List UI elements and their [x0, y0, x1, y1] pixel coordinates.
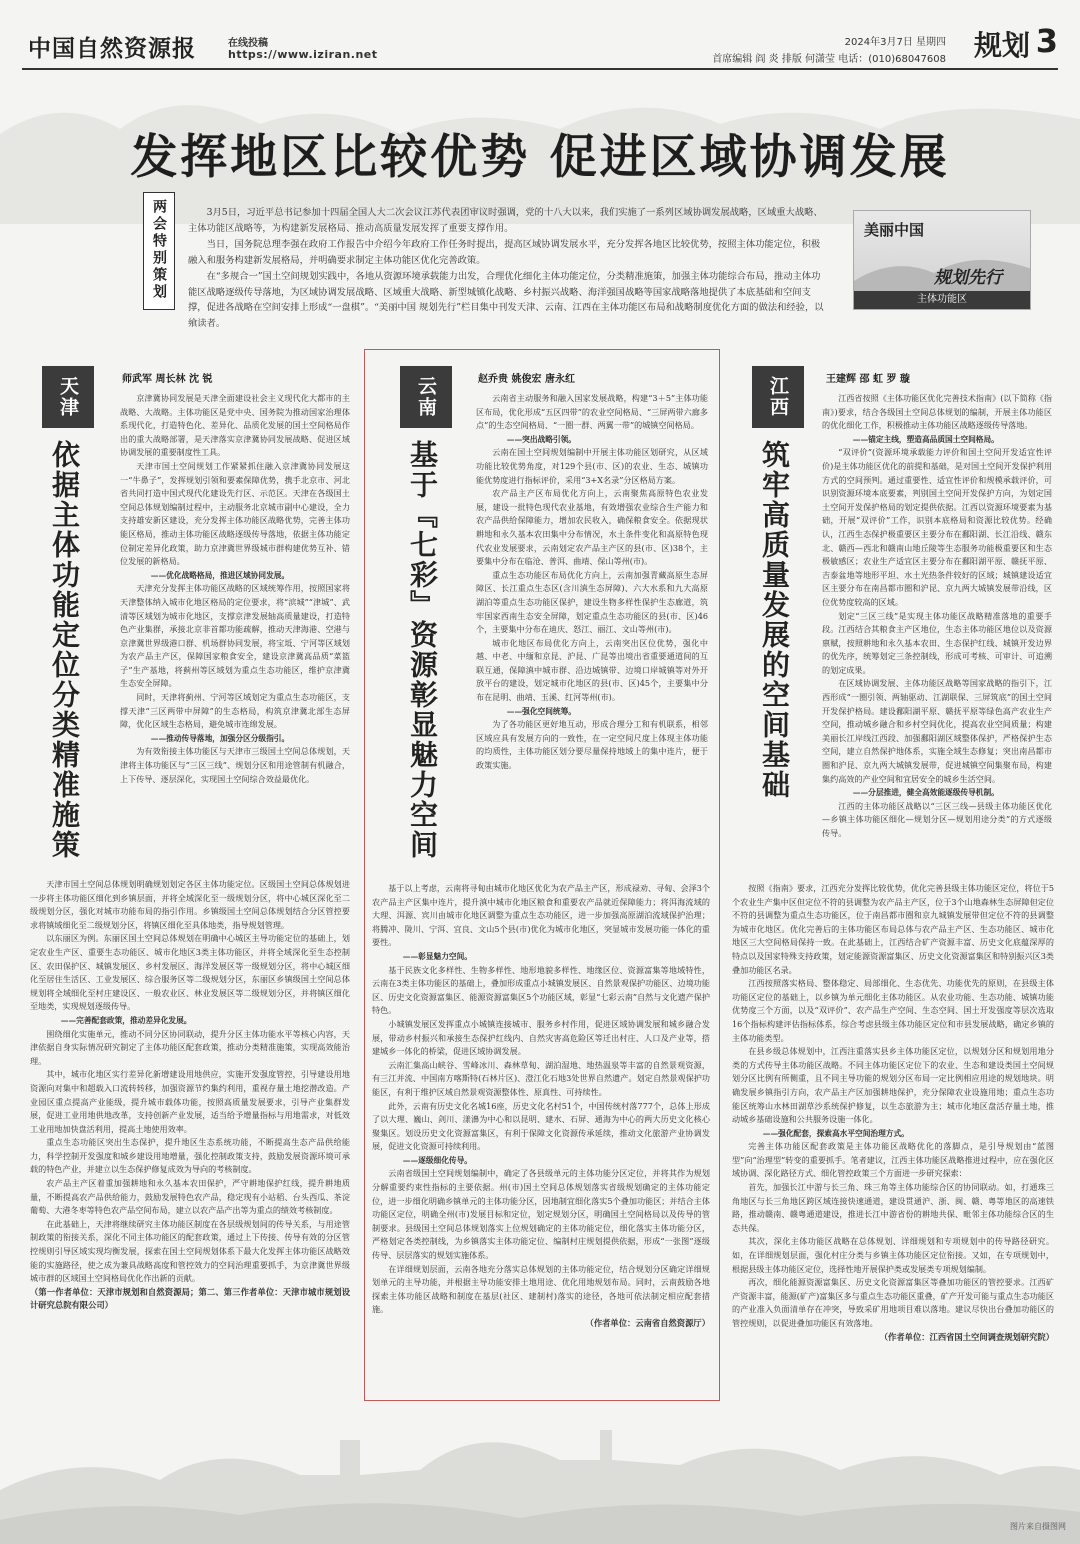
article-paragraph: 农产品主产区着重加强耕地和永久基本农田保护，严守耕地保护红线，提升耕地质量，不断提高农产品供给能力，鼓励发展特色农产品，稳定现有小站稻、台头西瓜、茶淀葡萄、大港冬枣等特色农产品空间布局，建立以农产品产出等为重点的绩效考核制度。 — [30, 1178, 350, 1216]
newspaper-logo[interactable]: 中国自然资源报 — [28, 35, 196, 62]
article-paragraph: 天津市国土空间规划工作紧紧抓住融入京津冀协同发展这一“牛鼻子”，发挥规划引领和要素保障优势，携手北京市、河北省共同打造中国式现代化建设先行区、示范区。天津在各级国土空间总体规划编制过程中，主动服务北京城市副中心建设，全力支持雄安新区建设，充分发挥主体功能区战略优势，完善主体功能区格局，推动主体功能区战略逐级传导落地，依据主体功能定位制定差异化政策，助力京津冀世界级城市群构建优势互补、错位发展的新格局。 — [120, 460, 350, 567]
jiangxi-authors: 王建辉 邵 虹 罗 璇 — [826, 374, 910, 385]
article-subheading: ——逐级细化传导。 — [402, 1155, 472, 1165]
article-subheading: ——推动传导落地，加强分区分级指引。 — [150, 733, 290, 743]
article-paragraph: 京津冀协同发展是天津全面建设社会主义现代化大都市的主战略、大战略。主体功能区是党中央、国务院为推动国家治理体系现代化，打造特色化、差异化、品质化发展的国土空间格局作出的重大战略部署，是天津落实京津冀协同发展战略、促进区域协调发展的重要制度性工具。 — [120, 393, 350, 458]
article-paragraph: 云南省级国土空间规划编制中，确定了各县级单元的主体功能分区定位，并将其作为规划分解重要约束性指标的主要依据。州(市)国土空间总体规划落实省级规划确定的主体功能定位，进一步细化明确乡镇单元的主体功能分区，因地制宜细化落实5个叠加功能区；并结合主体功能区定位，明确全州(市)发展目标和定位，划定规划分区，明确国土空间格局以及传导的管制要求。县级国土空间总体规划落实上位规划确定的主体功能定位，细化落实主体功能分区，严格划定各类控制线，为乡镇落实主体功能定位、编制村庄规划提供依据，形成“一张图”逐级传导、层层落实的规划实施体系。 — [372, 1168, 710, 1261]
article-subheading: ——分层推进，健全高效能逐级传导机制。 — [852, 788, 999, 798]
region-tag-tianjin: 天津 — [42, 366, 94, 428]
article-subheading: ——强化配套，探索高水平空间治理方式。 — [762, 1128, 909, 1138]
tianjin-title: 依据主体功能定位分类精准施策 — [48, 440, 81, 860]
intro-text — [188, 205, 824, 332]
jiangxi-article-top — [822, 392, 1052, 878]
section-name: 规划 — [973, 29, 1030, 62]
article-paragraph: 再次，细化能源资源富集区、历史文化资源富集区等叠加功能区的管控要求。江西矿产资源丰富，能源(矿产)富集区多与重点生态功能区重叠，矿产开发可能与重点生态功能区的产业准入负面清单存在冲突，导致采矿用地项目难以落地。建议尽快出台叠加功能区的管控规则，以促进叠加功能区有效落地。 — [732, 1277, 1054, 1328]
article-paragraph: 此外，云南有历史文化名城16座，历史文化名村51个，中国传统村落777个，总体上形成了以大理、巍山、剑川、漾濞为中心和以昆明、建水、石屏、通海为中心的两大历史文化核心聚集区。划设历史文化资源富集区，有利于保障文化资源传承延续，推动文化旅游产业协调发展，促进文化资源可持续利用。 — [372, 1100, 710, 1152]
yunnan-title: 基于『七彩』资源彰显魅力空间 — [406, 440, 439, 860]
article-paragraph: 重点生态功能区突出生态保护，提升地区生态系统功能，不断提高生态产品供给能力，科学控制开发强度和城乡建设用地增量，强化控制政策支持，鼓励发展资源环境可承载的特色产业，并建立以生态保护修复成效为导向的考核制度。 — [30, 1137, 350, 1175]
tianjin-byline: （第一作者单位：天津市规划和自然资源局；第二、第三作者单位：天津市城市规划设计研究总院有限公司） — [30, 1286, 350, 1311]
intro-paragraph: 当日，国务院总理李强在政府工作报告中介绍今年政府工作任务时提出，提高区域协调发展水平，充分发挥各地区比较优势，按照主体功能定位，积极融入和服务构建新发展格局，并明确要求制定主体功能区优化完善政策。 — [188, 238, 821, 266]
article-paragraph: 天津市国土空间总体规划明确规划划定各区主体功能定位。区级国土空间总体规划进一步将主体功能区细化到乡镇层面，并将全域深化至一级规划分区，将中心城区深化至二级规划分区，强化对城市功能布局的指引作用。乡镇级国土空间总体规划结合分区管控要求将镇域细化至二级规划分区，将镇区细化至具体地类，指导规划管理。 — [30, 879, 350, 930]
article-paragraph: 其次，深化主体功能区战略在总体规划、详细规划和专项规划中的传导路径研究。如，在详细规划层面，强化村庄分类与乡镇主体功能区定位衔接。又如，在专项规划中，根据县级主体功能区定位，选择性地开展保护类或发展类专项规划编制。 — [732, 1236, 1054, 1274]
masthead — [22, 22, 1058, 70]
special-feature-tag — [143, 192, 175, 310]
article-paragraph: 为有效衔接主体功能区与天津市三级国土空间总体规划，天津将主体功能区与“三区三线”、规划分区和用途管制有机融合，上下传导、逐层深化，实现国土空间综合效益最优化。 — [120, 746, 350, 784]
article-paragraph: 以东丽区为例。东丽区国土空间总体规划在明确中心城区主导功能定位的基础上，划定农业生产区、重要生态功能区、城市化地区3类主体功能区，并将全域深化至生态控制区、农田保护区、城镇发展区、乡村发展区、海洋发展区等一级规划分区，将中心城区细化至居住生活区、工业发展区、综合服务区等二级规划分区，东丽区乡镇级国土空间总体规划将全域细化至村庄建设区、一般农业区、林业发展区等二级规划分区，并将镇区细化至地类，实现规划逐级传导。 — [30, 933, 350, 1012]
column-logo-caption: 主体功能区 — [854, 291, 1030, 309]
article-subheading: ——锚定主线，塑造高品质国土空间格局。 — [852, 434, 999, 444]
yunnan-authors: 赵乔贵 姚俊宏 唐永红 — [478, 374, 575, 385]
jiangxi-article-bottom — [732, 882, 1054, 1394]
article-subheading: ——完善配套政策，推动差异化发展。 — [60, 1015, 192, 1025]
article-paragraph: 按照《指南》要求，江西充分发挥比较优势，优化完善县级主体功能区定位，将位于5个农业生产集中区但定位不符的县调整为农产品主产区，位于3个山地森林生态屏障但定位不符的县调整为重点生态功能区，位于南昌都市圈和京九城镇发展带但定位不符的县调整为城市化地区。优化完善后的主体功能区布局总体与农产品主产区、生态功能区、城市化地区三大空间格局保持一致。在此基础上，江西结合矿产资源丰富、历史文化底蕴深厚的特点以及国家特殊支持政策，划定能源资源富集区、历史文化资源富集区和特别振兴区3类叠加功能区名录。 — [732, 883, 1054, 975]
article-paragraph: 城市化地区布局优化方向上，云南突出区位优势，强化中越、中老、中缅和京昆、沪昆、广昆等出境出省重要通道间的互联互通，保障滇中城市群、沿边城镇带、边境口岸城镇等对外开放平台的建设，划定城市化地区的县(市、区)45个，主要集中分布在昆明、曲靖、玉溪、红河等州(市)。 — [476, 637, 708, 703]
page-number: 3 — [1035, 22, 1058, 60]
region-tag-yunnan: 云南 — [400, 366, 452, 428]
page-headline: 发挥地区比较优势 促进区域协调发展 — [130, 130, 950, 185]
column-logo-subtitle: 规划先行 — [934, 268, 1002, 288]
yunnan-article-top — [476, 392, 708, 878]
article-paragraph: 云南在国土空间规划编制中开展主体功能区划研究，从区域功能比较优势角度，对129个县(市、区)的农业、生态、城镇功能优势度进行指标评价，采用“3+X名录”分区格局方案。 — [476, 447, 708, 485]
article-paragraph: 同时，天津将蓟州、宁河等区域划定为重点生态功能区，支撑天津“三区两带中屏障”的生态格局，构筑京津冀北部生态屏障，优化区域生态格局，避免城市连绵发展。 — [120, 692, 350, 730]
image-credit: 图片来自摄图网 — [1010, 1522, 1066, 1531]
article-paragraph: 农产品主产区布局优化方向上，云南聚焦高原特色农业发展，建设一批特色现代农业基地，有效增强农业综合生产能力和农产品供给保障能力，增加农民收入，确保粮食安全。依据现状耕地和永久基本农田集中分布情况，水土条件变化和高原特色现代农业发展要求，云南划定农产品主产区的县(市、区)38个，主要集中分布在临沧、普洱、曲靖、保山等州(市)。 — [476, 488, 708, 567]
issue-date: 2024年3月7日 星期四 — [844, 37, 946, 48]
article-paragraph: 为了各功能区更好地互动，形成合理分工和有机联系，相邻区域应具有发展方向的一致性，在一定空间尺度上体现主体功能的均质性，主体功能区划分要尽量保持地域上的集中连片，便于政策实施。 — [476, 719, 708, 771]
article-paragraph: 首先，加强长江中游与长三角、珠三角等主体功能综合区的协同联动。如，打通珠三角地区与长三角地区跨区域连接快速通道，建设贯通沪、浙、闽、赣、粤等地区的高速铁路，推动赣南、赣粤通道建设，推进长江中游省份的耕地共保、毗邻主体功能综合区的生态共保。 — [732, 1182, 1054, 1233]
yunnan-byline: （作者单位：云南省自然资源厅） — [585, 1318, 710, 1328]
article-paragraph: 江西按照落实格局、整体稳定、局部细化、生态优先、功能优先的原则，在县级主体功能区定位的基础上，以乡镇为单元细化主体功能区。从农业功能、生态功能、城镇功能优势度三个方面，以及“双评价”、农产品生产空间、生态空间、国土开发强度等层次选取16个指标构建评估指标体系，综合考虑县级主体功能区定位和市县发展战略，确定乡镇的主体功能类型。 — [732, 978, 1054, 1043]
special-feature-label: 两会特别策划 — [151, 199, 167, 301]
editorial-staff: 首席编辑 阎 炎 排版 何潇莹 电话：(010)68047608 — [712, 54, 946, 65]
article-paragraph: 其中，城市化地区实行差异化新增建设用地供应，实施开发强度管控，引导建设用地资源向对集中和超载入口流转转移，加强资源节约集约利用，重视存量土地挖潜改造。产业园区重点提高产业能级，提升城市载体功能，按照高质量发展要求，引导产业集群发展，促进工业用地供地改革，支持创新产业发展，适当给予增量指标与用地需求，对低效工业用地加快盘活利用，提高土地使用效率。 — [30, 1069, 350, 1134]
submission-url[interactable]: https://www.iziran.net — [228, 48, 378, 61]
article-paragraph: 基于民族文化多样性、生物多样性、地形地貌多样性、地缘区位、资源富集等地域特性，云南在3类主体功能区的基础上，叠加形成重点小城镇发展区、自然景观保护功能区、边境功能区、历史文化资源富集区、能源资源富集区5个功能区域，彰显“七彩云南”自然与文化遗产保护特色。 — [372, 964, 710, 1016]
article-paragraph: 基于以上考虑，云南将寻甸由城市化地区优化为农产品主产区，形成禄劝、寻甸、会泽3个农产品主产区集中连片，提升滇中城市化地区粮食和重要农产品就近保障能力；将洱海流域的大理、洱源、宾川由城市化地区调整为重点生态功能区，进一步加强高原湖泊流域保护治理；将腾冲、陇川、宁洱、宜良、文山5个县(市)优化为城市化地区，突显城市发展功能一体化的重要性。 — [372, 883, 710, 948]
tianjin-article-top — [120, 392, 350, 874]
region-tag-jiangxi: 江西 — [752, 366, 804, 428]
article-paragraph: 在详细规划层面，云南各地充分落实总体规划的主体功能定位，结合规划分区确定详细规划单元的主导功能，并根据主导功能安排土地用途、优化用地规划布局。同时，云南鼓励各地探索主体功能区战略和制度在基层(社区、建制村)落实的途径，各地可依法制定相应配套措施。 — [372, 1263, 710, 1315]
article-paragraph: 云南汇集高山峡谷、雪峰冰川、森林草甸、湖泊湿地、地热温泉等丰富的自然景观资源，有三江并流、中国南方喀斯特(石林片区)、澄江化石地3处世界自然遗产。划定自然景观保护功能区，有利于维护区域自然景观资源整体性、原真性、可持续性。 — [372, 1059, 710, 1097]
article-paragraph: 云南省主动服务和融入国家发展战略，构建“3＋5”主体功能区布局，优化形成“五区四带”的农业空间格局、“三屏两带六廊多点”的生态空间格局、“一圈一群、两翼一带”的城镇空间格局。 — [476, 393, 708, 431]
article-paragraph: 在此基础上，天津将继续研究主体功能区制度在各层级规划间的传导关系，与用途管制政策的衔接关系，深化不同主体功能区的配套政策，通过上下传接、传导有效的分区管控规则引导区域实现均衡发展，探索在国土空间规划体系下最大化发挥主体功能区战略效能的实施路径，使之成为兼具战略高度和管控效力的空间治理重要抓手，为京津冀世界级城市群的区域国土空间格局优化作出新的贡献。 — [30, 1218, 350, 1284]
column-logo — [853, 210, 1031, 310]
article-subheading: ——强化空间统筹。 — [506, 706, 576, 716]
yunnan-article-bottom — [372, 882, 710, 1394]
intro-paragraph: 3月5日，习近平总书记参加十四届全国人大二次会议江苏代表团审议时强调，党的十八大以来，我们实施了一系列区域协调发展战略，区域重大战略、主体功能区战略等，为构建新发展格局、推动高质量发展发挥了重要支撑作用。 — [188, 207, 823, 234]
article-paragraph: 江西省按照《主体功能区优化完善技术指南》(以下简称《指南》)要求，结合各级国土空间总体规划的编制，开展主体功能区的优化细化工作，积极推动主体功能区战略逐级传导落地。 — [822, 393, 1052, 431]
article-paragraph: 在区域协调发展、主体功能区战略等国家战略的指引下，江西形成“一圈引领、两轴驱动、江湖联保、三屏筑底”的国土空间开发保护格局。建设鄱阳湖平原、赣抚平原等绿色高产农业生产空间，推动城乡融合和乡村空间优化，提高农业空间质量；构建美丽长江岸线江西段、加强鄱阳湖区域整体保护，严格保护生态空间，建立自然保护地体系，实施全域生态修复；突出南昌都市圈和沪昆、京九两大城镇发展带，促进城镇空间集聚布局，构建集约高效的产业空间和宜居安全的城乡生活空间。 — [822, 678, 1052, 784]
intro-paragraph: 在“多规合一”国土空间规划实践中，各地从资源环境承载能力出发，合理优化细化主体功能定位，分类精准施策，加强主体功能综合布局，推动主体功能区战略逐级传导落地，为区域协调发展战略、区域重大战略、新型城镇化战略、乡村振兴战略、海洋强国战略等国家战略落地提供了本底基础和空间支撑，促进各战略在空间安排上形成“一盘棋”。“美丽中国 规划先行”栏目集中刊发天津、云南、江西在主体功能区布局和战略制度优化方面的做法和经验，以飨读者。 — [188, 270, 824, 330]
tianjin-article-bottom — [30, 878, 350, 1398]
article-paragraph: 重点生态功能区布局优化方向上，云南加强青藏高原生态屏障区、长江重点生态区(含川滇生态屏障)、六大水系和九大高原湖泊等重点生态功能区保护，建设生物多样性保护生态廊道，筑牢国家西南生态安全屏障，划定重点生态功能区的县(市、区)46个，主要集中分布在迪庆、怒江、丽江、文山等州(市)。 — [476, 569, 708, 635]
article-paragraph: 天津充分发挥主体功能区战略的区域统筹作用，按照国家将天津整体纳入城市化地区格局的定位要求，将“滨城”“津城”、武清等区域划为城市化地区，支撑京津发展轴高质量建设，打造特色产业集群，承接北京非首都功能疏解，推动天津海港、空港与京津冀世界级港口群、机场群协同发展，将宝坻、宁河等区域划为农产品主产区，保障国家粮食安全，建设京津冀高品质“菜篮子”生产基地，将蓟州等区域划为重点生态功能区，维护京津冀生态安全屏障。 — [120, 583, 350, 689]
jiangxi-byline: （作者单位：江西省国土空间调查规划研究院） — [879, 1331, 1054, 1342]
article-paragraph: 小城镇发展区发挥重点小城镇连接城市、服务乡村作用，促进区域协调发展和城乡融合发展，带动乡村振兴和承接生态保护红线内、自然灾害高危险区等迁出村庄、人口及产业等，搭建城乡一体化的桥梁，促进区域协调发展。 — [372, 1018, 710, 1057]
article-subheading: ——彰显魅力空间。 — [402, 951, 472, 961]
article-subheading: ——优化战略格局，推进区域协同发展。 — [150, 570, 290, 580]
article-paragraph: 完善主体功能区配套政策是主体功能区战略优化的落脚点，是引导规划由“蓝图型”向“治理型”转变的重要抓手。笔者建议，江西主体功能区战略推进过程中，应在强化区域协调、深化路径方式、细化管控政策三个方面进一步研究探索： — [732, 1141, 1054, 1179]
jiangxi-title: 筑牢高质量发展的空间基础 — [758, 440, 791, 800]
tianjin-authors: 师武军 周长林 沈 锐 — [122, 374, 213, 385]
article-paragraph: “双评价”(资源环境承载能力评价和国土空间开发适宜性评价)是主体功能区优化的前提和基础，是对国土空间开发保护利用方式的空间预判。通过重要性、适宜性评价和规模承载评价，可识别资源环境本底要素，判别国土空间开发保护方向，为划定国土空间开发保护格局的划定提供依据。江西以资源环境要素为基础，开展“双评价”工作，识别本底格局和资源比较优势。经确认，江西生态保护极重要区主要分布在鄱阳湖、长江沿线、赣东北、赣西—西北和赣南山地丘陵等生态服务功能极重要区和生态极敏感区；农业生产适宜区主要分布在鄱阳湖平原、赣抚平原、吉泰盆地等地形平坦、水土光热条件较好的区域；城镇建设适宜区主要分布在南昌都市圈和沪昆、京九两大城镇发展带沿线，区位优势度较高的区域。 — [822, 447, 1052, 607]
article-paragraph: 围绕细化实施单元，推动不同分区协同联动，提升分区主体功能水平等核心内容，天津依据自身实际情况研究制定了主体功能区配套政策，推动分类精准施策，实现高效能治理。 — [30, 1028, 350, 1066]
article-paragraph: 在县乡级总体规划中，江西注重落实县乡主体功能区定位，以规划分区和规划用地分类的方式传导主体功能区战略。不同主体功能区定位下的农业、生态和建设类国土空间规划分区比例有所侧重，且不同主导功能的规划分区布局一定比例相应用途的规划地块。明确发展乡镇指引方向，农产品主产区加强耕地保护，充分保障农业设施用地；重点生态功能区统筹山水林田湖草沙系统保护修复，以生态旅游为主；城市化地区盘活存量土地，推动城乡基础设施和公共服务设施一体化。 — [732, 1046, 1054, 1125]
article-paragraph: 江西的主体功能区战略以“三区三线—县级主体功能区优化—乡镇主体功能区细化—规划分区—规划用途分类”的方式逐级传导。 — [822, 800, 1052, 838]
submission-label: 在线投稿 — [228, 38, 268, 49]
ink-wash-city-bottom — [0, 1380, 1080, 1544]
article-paragraph: 划定“三区三线”是实现主体功能区战略精准落地的重要手段。江西结合其粮食主产区地位，生态主体功能区地位以及资源禀赋，按照耕地和永久基本农田、生态保护红线、城镇开发边界的优先序，统筹划定三条控制线，形成可考核、可审计、可追溯的划定成果。 — [822, 610, 1052, 675]
article-subheading: ——突出战略引领。 — [506, 434, 576, 444]
column-logo-title: 美丽中国 — [864, 221, 925, 239]
